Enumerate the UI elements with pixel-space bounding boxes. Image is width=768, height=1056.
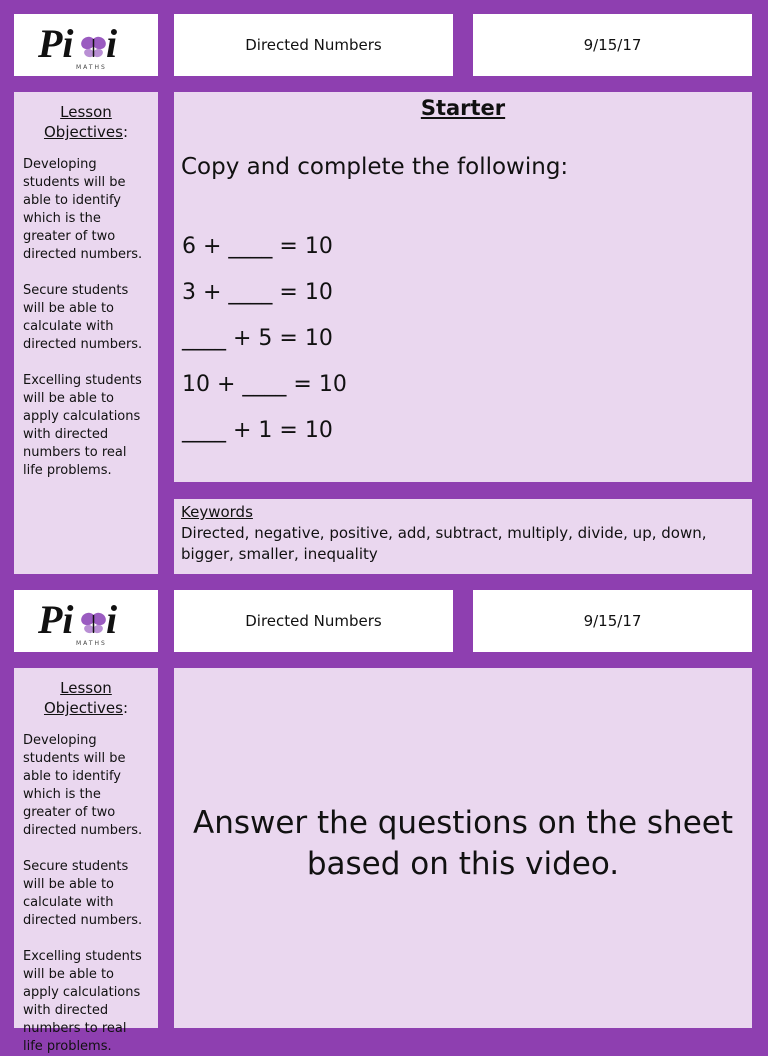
objective-excelling: Excelling students will be able to apply calculations with directed numbers to real life problems.	[23, 373, 142, 478]
date-label: 9/15/17	[473, 590, 752, 652]
objective-secure: Secure students will be able to calculate with directed numbers.	[23, 283, 143, 352]
pixi-logo	[14, 14, 158, 76]
video-panel	[174, 668, 752, 1028]
objectives-title-line2: Objectives	[43, 699, 123, 717]
date-label: 9/15/17	[473, 14, 752, 76]
lesson-objectives-panel	[14, 92, 158, 574]
starter-title: Starter	[420, 96, 506, 120]
topic-title: Directed Numbers	[174, 14, 453, 76]
svg-text:Pi: Pi	[38, 597, 74, 642]
equation-item: ____ + 5 = 10	[182, 326, 333, 351]
butterfly-icon	[79, 611, 108, 635]
objectives-title-line1: Lesson	[60, 679, 112, 697]
pixi-logo	[14, 590, 158, 652]
butterfly-icon	[79, 35, 108, 59]
svg-text:i: i	[106, 21, 118, 66]
svg-text:Pi: Pi	[38, 21, 74, 66]
svg-text:i: i	[106, 597, 118, 642]
objectives-title	[22, 678, 150, 718]
objective-developing: Developing students will be able to identify which is the greater of two directed numbers.	[23, 157, 143, 262]
keywords-text: Directed, negative, positive, add, subtract, multiply, divide, up, down, bigger, smaller, inequality	[181, 524, 707, 563]
video-instruction: Answer the questions on the sheet based on this video.	[193, 805, 733, 882]
objective-secure: Secure students will be able to calculate with directed numbers.	[23, 859, 143, 928]
equation-item: 10 + ____ = 10	[182, 372, 347, 397]
keywords-title: Keywords	[181, 503, 253, 521]
objectives-title-line2: Objectives	[43, 123, 123, 141]
equation-item: 3 + ____ = 10	[182, 280, 333, 305]
equation-item: 6 + ____ = 10	[182, 234, 333, 259]
equation-item: ____ + 1 = 10	[182, 418, 333, 443]
equation-list	[182, 232, 347, 462]
objective-excelling: Excelling students will be able to apply calculations with directed numbers to real life problems.	[23, 949, 142, 1054]
topic-title: Directed Numbers	[174, 590, 453, 652]
logo-subtitle: MATHS	[76, 64, 107, 71]
pixi-maths-logo-mark	[36, 17, 136, 73]
starter-instruction: Copy and complete the following:	[181, 154, 569, 180]
logo-subtitle: MATHS	[76, 640, 107, 647]
objectives-title	[22, 102, 150, 142]
lesson-objectives-panel	[14, 668, 158, 1054]
objectives-title-colon: :	[122, 123, 128, 141]
objectives-title-line1: Lesson	[60, 103, 112, 121]
objective-developing: Developing students will be able to identify which is the greater of two directed numbers.	[23, 733, 143, 838]
objectives-title-colon: :	[122, 699, 128, 717]
starter-panel	[174, 92, 752, 482]
keywords-panel	[174, 499, 752, 574]
pixi-maths-logo-mark	[36, 593, 136, 649]
